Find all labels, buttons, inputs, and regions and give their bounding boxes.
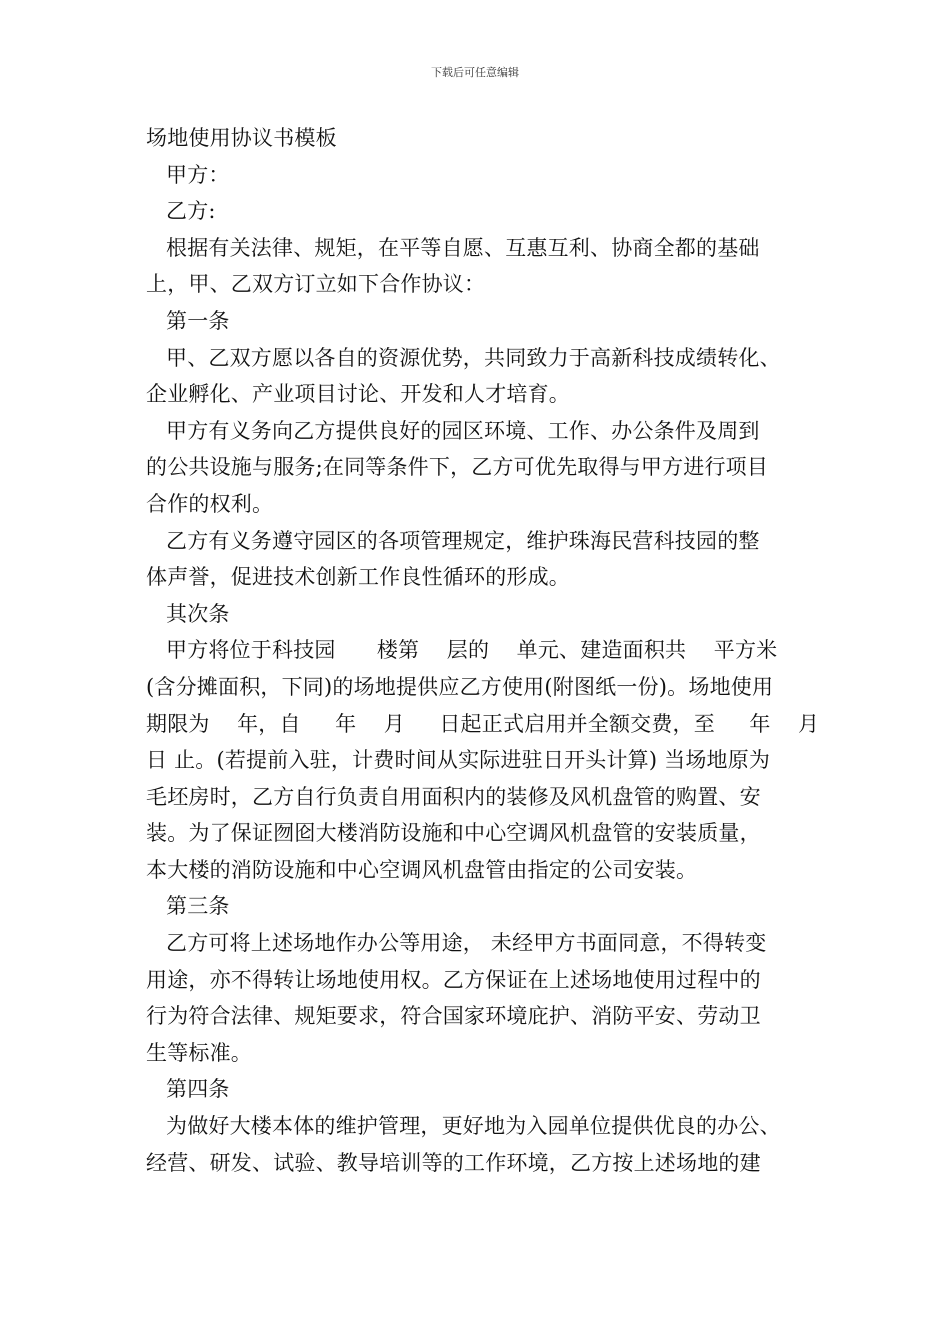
document-line: 的公共设施与服务;在同等条件下，乙方可优先取得与甲方进行项目 xyxy=(146,455,769,480)
document-body xyxy=(146,120,820,1181)
document-line: 行为符合法律、规矩要求，符合国家环境庇护、消防平安、劳动卫 xyxy=(146,1004,761,1029)
document-line: 体声誉，促进技术创新工作良性循环的形成。 xyxy=(146,565,570,590)
document-line: 为做好大楼本体的维护管理，更好地为入园单位提供优良的办公、 xyxy=(166,1114,781,1139)
page-header-note: 下载后可任意编辑 xyxy=(431,66,519,79)
document-line: 乙方: xyxy=(166,199,216,224)
document-line: 乙方有义务遵守园区的各项管理规定，维护珠海民营科技园的整 xyxy=(166,528,760,553)
document-line: 甲方将位于科技园 楼第 层的 单元、建造面积共 平方米 xyxy=(166,638,778,663)
document-title: 场地使用协议书模板 xyxy=(146,126,337,150)
document-line: 其次条 xyxy=(166,601,230,626)
document-line: 经营、研发、试验、教导培训等的工作环境，乙方按上述场地的建 xyxy=(146,1150,761,1175)
document-line: (含分摊面积，下同)的场地提供应乙方使用(附图纸一份)。场地使用 xyxy=(146,674,774,699)
document-line: 合作的权利。 xyxy=(146,491,274,516)
document-line: 甲、乙双方愿以各自的资源优势，共同致力于高新科技成绩转化、 xyxy=(166,345,781,370)
document-line: 第四条 xyxy=(166,1077,230,1102)
document-line: 甲方： xyxy=(166,162,230,187)
document-line: 上，甲、乙双方订立如下合作协议： xyxy=(146,272,486,297)
document-line: 乙方可将上述场地作办公等用途， 未经甲方书面同意，不得转变 xyxy=(166,931,767,956)
document-line: 本大楼的消防设施和中心空调风机盘管由指定的公司安装。 xyxy=(146,857,698,882)
document-line: 期限为 年，自 年 月 日起正式启用并全额交费，至 年 月 xyxy=(146,711,820,736)
document-line: 日 止。(若提前入驻，计费时间从实际进驻日开头计算) 当场地原为 xyxy=(146,748,771,773)
document-line: 根据有关法律、规矩，在平等自愿、互惠互利、协商全都的基础 xyxy=(166,235,760,260)
document-line: 企业孵化、产业项目讨论、开发和人才培育。 xyxy=(146,382,570,407)
document-line: 第一条 xyxy=(166,308,230,333)
document-line: 装。为了保证囫囵大楼消防设施和中心空调风机盘管的安装质量， xyxy=(146,821,761,846)
document-line: 甲方有义务向乙方提供良好的园区环境、工作、办公条件及周到 xyxy=(166,418,760,443)
document-line: 第三条 xyxy=(166,894,230,919)
document-line: 用途，亦不得转让场地使用权。乙方保证在上述场地使用过程中的 xyxy=(146,967,761,992)
document-line: 毛坯房时，乙方自行负责自用面积内的装修及风机盘管的购置、安 xyxy=(146,784,761,809)
document-line: 生等标准。 xyxy=(146,1040,252,1065)
